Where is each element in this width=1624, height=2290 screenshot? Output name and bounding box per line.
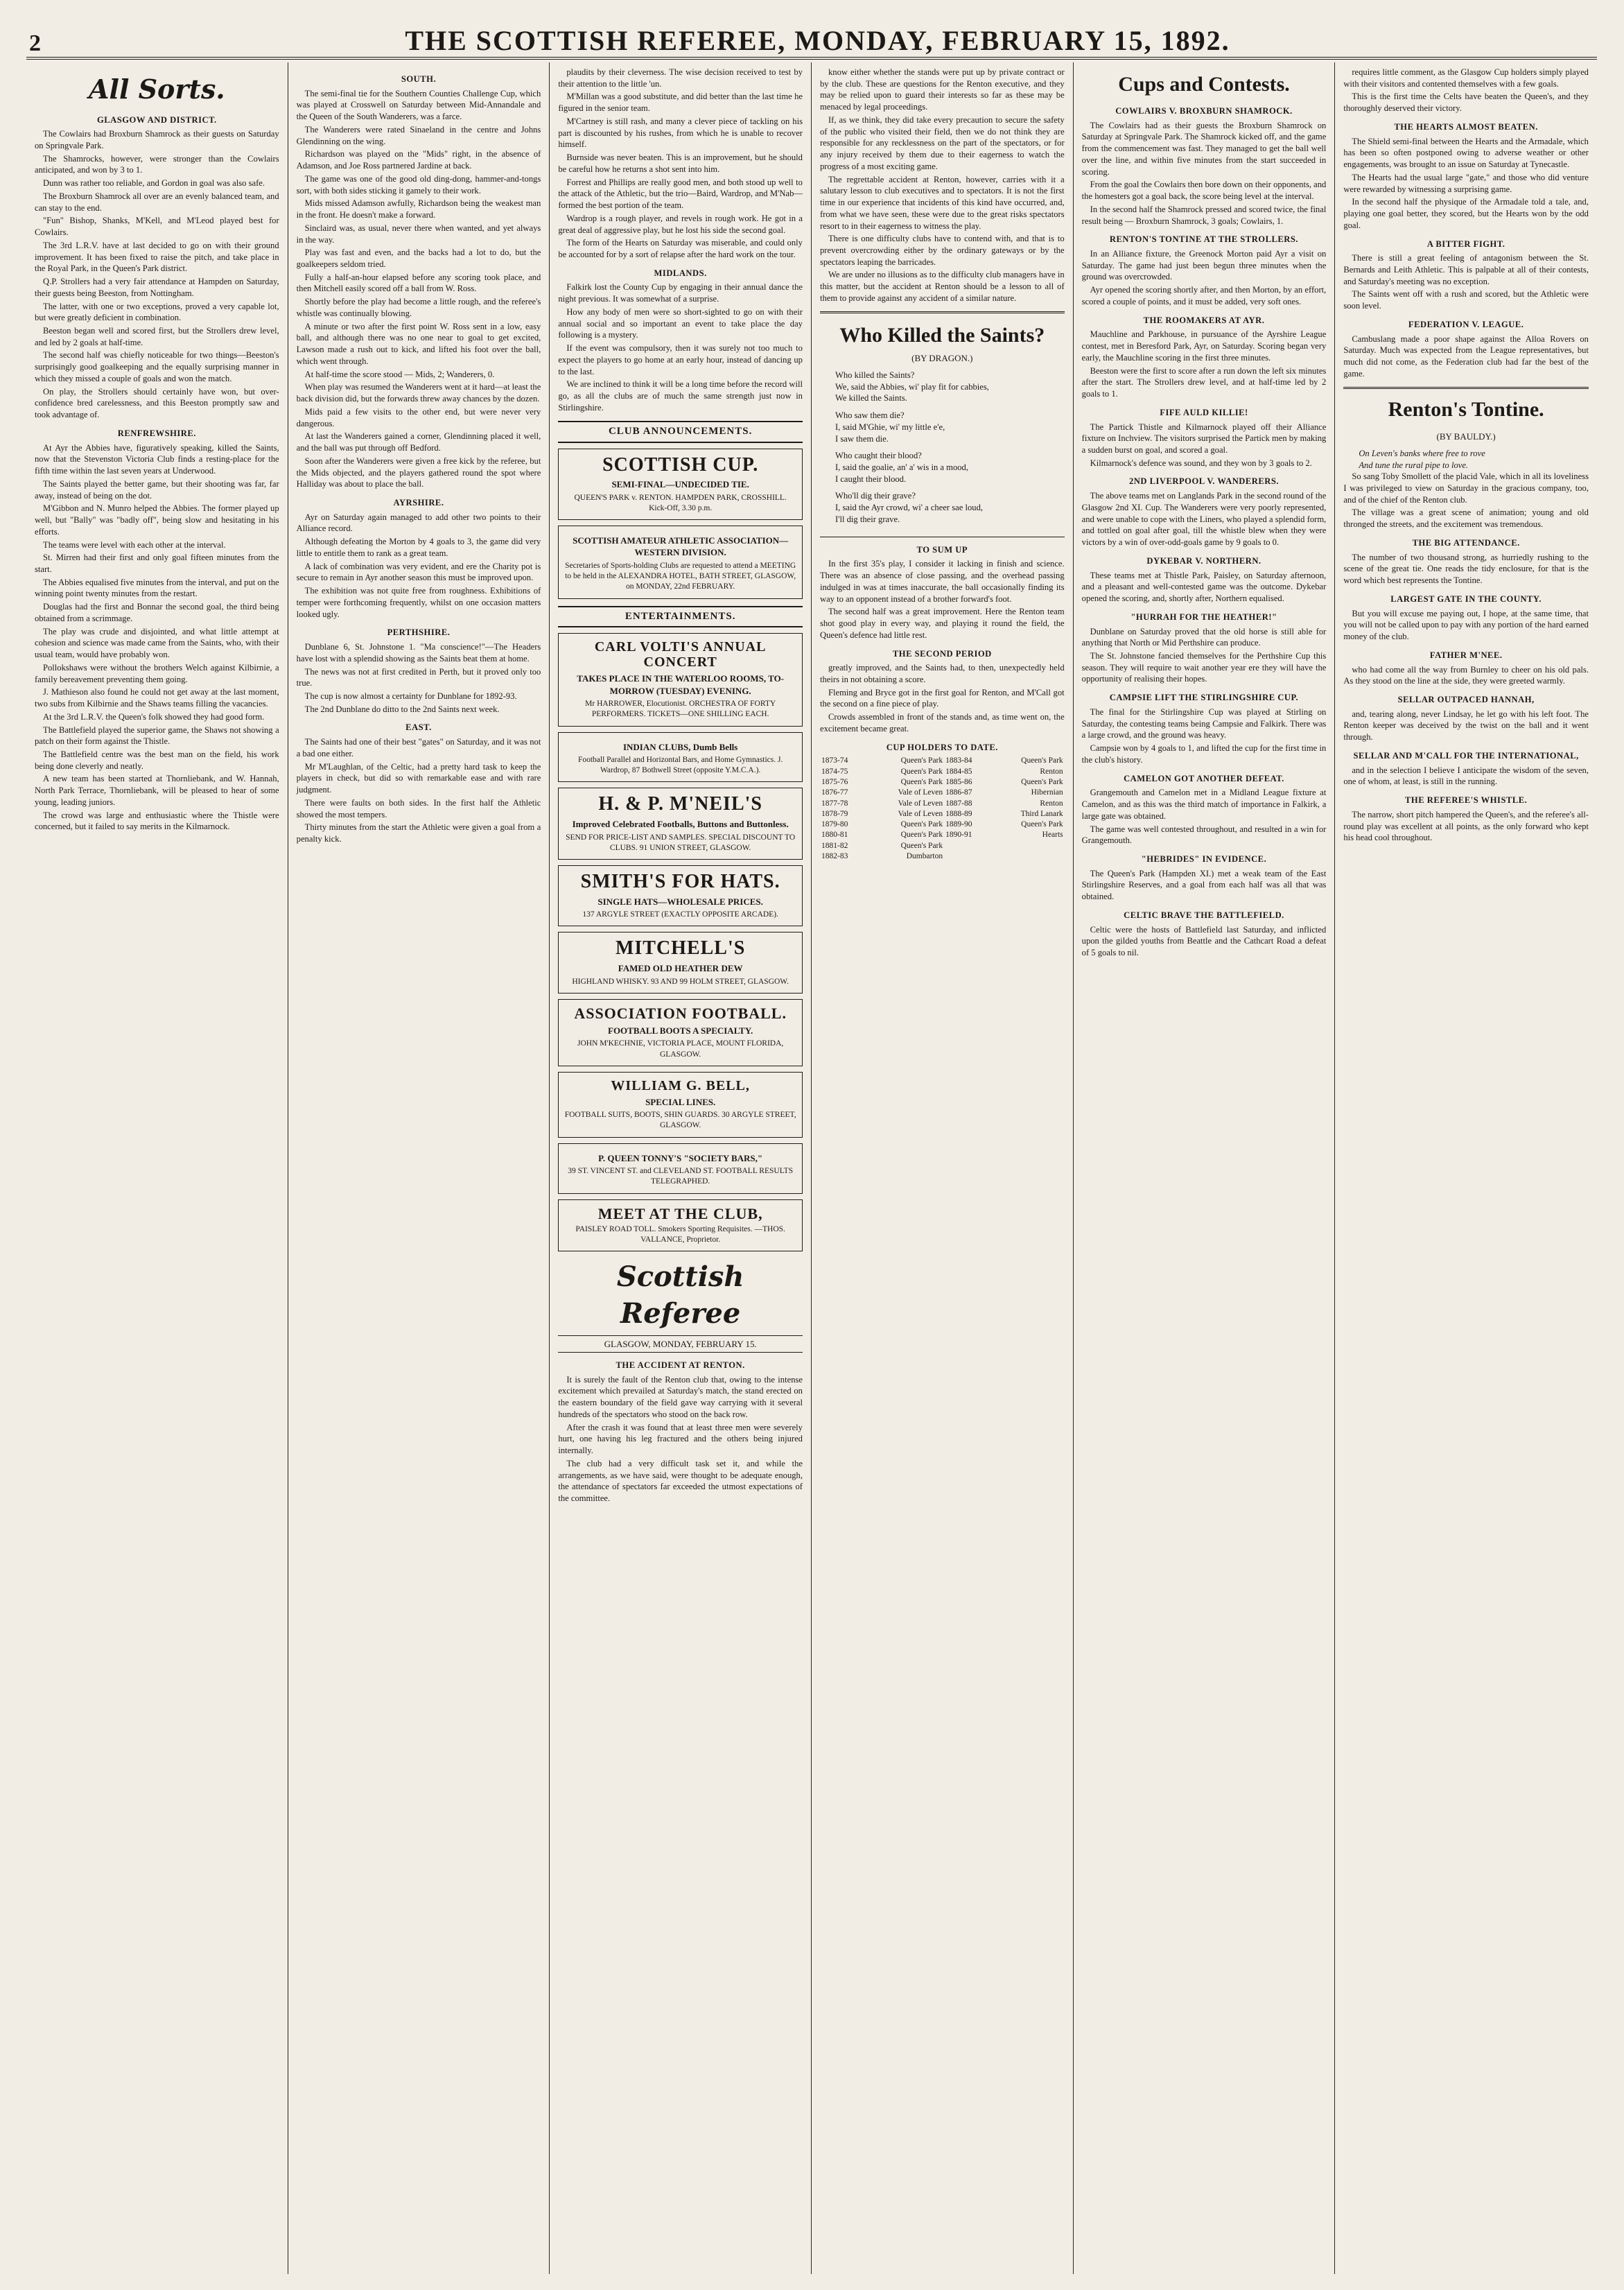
paragraph: The St. Johnstone fancied themselves for the Perthshire Cup this season. They will require to wait another year ere they will have the opportunity of realising their hopes.: [1081, 651, 1327, 684]
section-head: THE ROOMAKERS AT AYR.: [1143, 315, 1265, 325]
paragraph: This is the first time the Celts have beaten the Queen's, and they thoroughly deserved their victory.: [1343, 92, 1589, 114]
paragraph: Thirty minutes from the start the Athletic were given a goal from a penalty kick.: [296, 822, 541, 844]
paragraph: The regrettable accident at Renton, however, carries with it a salutary lesson to club executives and to spectators. It is not the first time in our experience that incidents of this kind have occurred, and, from what we have seen, these were due to the great risks spectators resort to in their eagerness to witness the play.: [819, 174, 1065, 231]
paragraph: In the first 35's play, I consider it lacking in finish and science. There was an absence of close passing, and the overhead passing indulged in was at times inaccurate, the ball occasionally finding its way to an opponent instead of a brother forward's foot.: [819, 559, 1065, 604]
paragraph: Kilmarnock's defence was sound, and they won by 3 goals to 2.: [1090, 458, 1312, 468]
table-row: [820, 819, 1065, 830]
paragraph: So sang Toby Smollett of the placid Vale, which in all its loveliness I was privileged to view on Saturday in the gracious company, too, and of the chief of the Renton club.: [1343, 471, 1589, 505]
paragraph: The Partick Thistle and Kilmarnock played off their Alliance fixture on Inchview. The visitors surprised the Partick men by making a sudden burst on goal, and scored a goal.: [1081, 422, 1327, 455]
table-cell: 1881-82: [821, 841, 848, 850]
table-cell: [944, 851, 991, 862]
article-body: [1082, 626, 1327, 686]
poem-line: We killed the Saints.: [835, 393, 907, 404]
paragraph: If, as we think, they did take every precaution to secure the safety of the public who visited their field, then we do not think they are responsible for any recklessness on the part of the spectators, or for any injury received by them due to their eagerness to watch the progress of a most exciting game.: [819, 114, 1065, 171]
article-body: [1082, 868, 1327, 903]
section-head: FATHER M'NEE.: [1429, 650, 1503, 660]
table-row: [820, 799, 1065, 809]
section-head: MIDLANDS.: [654, 268, 707, 278]
table-cell: Dumbarton: [906, 851, 943, 860]
verse-quote: [1343, 448, 1589, 471]
advert-mitchells-whisky: MITCHELL'S FAMED OLD HEATHER DEW HIGHLAND WHISKY. 93 AND 99 HOLM STREET, GLASGOW.: [558, 932, 803, 993]
paragraph: The club had a very difficult task set it, and while the arrangements, as we have said, were thought to be adequate enough, the attendance of spectators far exceeded the utmost expectations of the committee.: [558, 1458, 803, 1504]
paragraph: A minute or two after the first point W. Ross sent in a low, easy ball, and although there was no one near to goal to get excited, Lawson made a rush out to kick, and lifted his foot over the ball, which went through.: [296, 321, 541, 366]
poem-line: We, said the Abbies, wi' play fit for cabbies,: [835, 381, 989, 392]
column-3: [550, 62, 812, 2274]
paragraph: Mids paid a few visits to the other end, but were never very dangerous.: [296, 406, 541, 428]
paragraph: The Cowlairs had as their guests the Broxburn Shamrock on Saturday at Springvale Park. The Shamrock kicked off, and the game from the commencement was fast. They managed to get the ball well over the line, and within five minutes from the start succeeded in scoring.: [1081, 120, 1327, 177]
table-row: [820, 809, 1065, 819]
paragraph: and in the selection I believe I anticipate the wisdom of the seven, one of whom, at least, is still in the running.: [1343, 765, 1589, 787]
table-row: [820, 767, 1065, 777]
paragraph: The final for the Stirlingshire Cup was played at Stirling on Saturday, the contesting teams being Campsie and Falkirk. There was a large crowd, and the ground was heavy.: [1081, 706, 1327, 740]
rentons-tontine-heading: Renton's Tontine.: [1388, 397, 1544, 421]
paragraph: The form of the Hearts on Saturday was miserable, and could only be accounted for by a sort of relapse after the hard work on the tour.: [558, 238, 803, 260]
paragraph: At the 3rd L.R.V. the Queen's folk showed they had good form.: [43, 711, 265, 722]
paragraph: The Wanderers were rated Sinaeland in the centre and Johns Glendinning on the wing.: [296, 124, 541, 146]
paragraph: Fleming and Bryce got in the first goal for Renton, and M'Call got the second on a fine piece of play.: [819, 687, 1065, 709]
section-head: THE SECOND PERIOD: [892, 648, 992, 659]
paragraph: The crowd was large and enthusiastic where the Thistle were concerned, but it failed to say merits in the Kilmarnock.: [35, 810, 279, 832]
paragraph: After the crash it was found that at least three men were severely hurt, one having his leg fractured and the others being injured internally.: [558, 1422, 803, 1456]
table-cell: 1874-75: [821, 767, 848, 776]
divider: [820, 311, 1065, 313]
newspaper-title: THE SCOTTISH REFEREE, MONDAY, FEBRUARY 15, 1892.: [405, 25, 1230, 56]
paragraph: There were faults on both sides. In the first half the Athletic showed the most tempers.: [296, 797, 541, 819]
section-head: "HEBRIDES" IN EVIDENCE.: [1141, 854, 1267, 865]
paragraph: Fully a half-an-hour elapsed before any scoring took place, and then Mitchell easily scored off a ball from W. Ross.: [296, 272, 541, 294]
table-cell: [992, 841, 1065, 851]
article-body: [1343, 809, 1589, 844]
section-head: FEDERATION V. LEAGUE.: [1408, 319, 1524, 329]
table-cell: 1884-85: [945, 767, 972, 776]
paragraph: "Fun" Bishop, Shanks, M'Kell, and M'Leod played best for Cowlairs.: [35, 216, 279, 238]
table-cell: Queen's Park: [1021, 777, 1063, 786]
article-body: [1343, 664, 1589, 687]
paragraph: requires little comment, as the Glasgow Cup holders simply played with their visitors and contented themselves with a few goals.: [1343, 67, 1589, 89]
table-cell: Queen's Park: [1021, 820, 1063, 829]
paragraph: The number of two thousand strong, as hurriedly rushing to the scene of the great tie. One reads the tidy enclosure, for that is the word which best represents the Tontine.: [1343, 552, 1589, 586]
article-body: [297, 641, 541, 715]
table-cell: Vale of Leven: [898, 809, 943, 818]
paragraph: When play was resumed the Wanderers went at it hard—at least the back division did, but the forwards threw away chances by the dozen.: [296, 382, 541, 404]
paragraph: Play was fast and even, and the backs had a lot to do, but the goalkeepers seldom tried.: [296, 248, 541, 270]
paragraph: Douglas had the first and Bonnar the second goal, the third being obtained from a scrimmage.: [35, 602, 279, 623]
paragraph: From the goal the Cowlairs then bore down on their opponents, and the homesters got a goal back, the score being level at the interval.: [1081, 180, 1327, 202]
paragraph: J. Mathieson also found he could not get away at the last moment, two subs from Kilbirnie and the Shaws teams filling the vacancies.: [35, 687, 279, 709]
section-head: THE HEARTS ALMOST BEATEN.: [1394, 121, 1538, 132]
column-5: [1074, 62, 1336, 2274]
article-body: [1343, 471, 1589, 530]
section-head: RENTON'S TONTINE AT THE STROLLERS.: [1109, 234, 1299, 245]
table-row: [820, 756, 1065, 766]
article-body: [820, 662, 1065, 734]
poem-line: I, said the Ayr crowd, wi' a cheer sae loud,: [835, 503, 984, 513]
paragraph: The Shield semi-final between the Hearts and the Armadale, which has been so often postponed owing to adverse weather or other engagements, was brought to an issue on Saturday at Tynecastle.: [1343, 136, 1589, 170]
section-head: RENFREWSHIRE.: [117, 428, 196, 438]
table-row: [820, 841, 1065, 851]
section-head: 2ND LIVERPOOL V. WANDERERS.: [1128, 476, 1280, 487]
article-body: [820, 67, 1065, 304]
table-cell: 1877-78: [821, 799, 848, 808]
section-head: GLASGOW AND DISTRICT.: [96, 114, 217, 125]
paragraph: The second half was chiefly noticeable for two things—Beeston's surprisingly good goalkeeping and the equally surprising manner in which they missed a couple of goals and won the match.: [35, 350, 279, 383]
table-cell: 1889-90: [945, 820, 972, 829]
paragraph: A new team has been started at Thornliebank, and W. Hannah, North Park Terrace, Thornliebank, will be pleased to hear of some young, leading juniors.: [35, 774, 279, 807]
article-body: [1343, 765, 1589, 788]
advert-scottish-cup: SCOTTISH CUP. SEMI-FINAL—UNDECIDED TIE. QUEEN'S PARK v. RENTON. HAMPDEN PARK, CROSSHILL. Kick-Off, 3.30 p.m.: [558, 449, 803, 521]
article-body: [35, 128, 279, 421]
article-body: [297, 736, 541, 845]
paragraph: The exhibition was not quite free from roughness. Exhibitions of temper were forthcoming frequently, whilst on one occasion matters looked ugly.: [296, 586, 541, 619]
paragraph: The semi-final tie for the Southern Counties Challenge Cup, which was played at Crosswell on Saturday between Mid-Annandale and the Queen of the South Wanderers, was a farce.: [296, 88, 541, 122]
paragraph: The Broxburn Shamrock all over are an evenly balanced team, and can stay to the end.: [35, 191, 279, 213]
article-body: [1343, 608, 1589, 643]
table-row: [820, 788, 1065, 798]
advert-society-bars: P. QUEEN TONNY'S "SOCIETY BARS," 39 ST. VINCENT ST. and CLEVELAND ST. FOOTBALL RESULTS TELEGRAPHED.: [558, 1143, 803, 1194]
paragraph: Shortly before the play had become a little rough, and the referee's whistle was continually blowing.: [296, 297, 541, 318]
section-head: CAMELON GOT ANOTHER DEFEAT.: [1124, 773, 1284, 783]
paragraph: Grangemouth and Camelon met in a Midland League fixture at Camelon, and as this was the third match of importance in Falkirk, a large gate was obtained.: [1081, 788, 1327, 821]
table-cell: Vale of Leven: [898, 788, 943, 797]
table-row: [820, 777, 1065, 788]
paragraph: The play was crude and disjointed, and what little attempt at cohesion and science was made came from the Saints, who, with their usual team, would have probably won.: [35, 626, 279, 660]
poem-title: Who Killed the Saints?: [839, 323, 1045, 347]
paragraph: In an Alliance fixture, the Greenock Morton paid Ayr a visit on Saturday. The game had just been begun three minutes when the ground was overcrowded.: [1081, 248, 1327, 282]
paragraph: The cup is now almost a certainty for Dunblane for 1892-93.: [304, 691, 517, 701]
section-head: THE REFEREE'S WHISTLE.: [1405, 795, 1528, 806]
paragraph: The Saints had one of their best "gates" on Saturday, and it was not a bad one either.: [296, 737, 541, 758]
article-body: [1082, 422, 1327, 469]
article-body: [558, 1374, 803, 1504]
table-cell: Third Lanark: [1020, 809, 1063, 818]
editorial-dateline: GLASGOW, MONDAY, FEBRUARY 15.: [558, 1335, 803, 1353]
section-head: THE ACCIDENT AT RENTON.: [615, 1360, 745, 1370]
paragraph: Dunblane 6, St. Johnstone 1. "Ma conscience!"—The Headers have lost with a splendid showing as the Saints beat them at home.: [296, 642, 541, 663]
section-head: SELLAR AND M'CALL FOR THE INTERNATIONAL,: [1353, 750, 1579, 761]
section-head: AYRSHIRE.: [393, 497, 444, 508]
article-body: [1343, 552, 1589, 587]
paragraph: There is one difficulty clubs have to contend with, and that is to prevent overcrowding either by the ordinary gateways or by the spectators leaping the barricades.: [819, 234, 1065, 267]
advert-mneils: H. & P. M'NEIL'S Improved Celebrated Footballs, Buttons and Buttonless. SEND FOR PRICE-LIST AND SAMPLES. SPECIAL DISCOUNT TO CLUBS. 91 UNION STREET, GLASGOW.: [558, 788, 803, 860]
table-cell: 1882-83: [821, 851, 848, 860]
paragraph: Cambuslang made a poor shape against the Alloa Rovers on Saturday. Much was expected from the League representatives, but much did not come, as the Federation club had far the best of the game.: [1343, 333, 1589, 379]
table-cell: Queen's Park: [900, 777, 943, 786]
paragraph: Forrest and Phillips are really good men, and both stood up well to the attack of the Athletic, but the trio—Baird, Wardrop, and M'Nab—formed the best portion of the team.: [558, 177, 803, 211]
paragraph: Campsie won by 4 goals to 1, and lifted the cup for the first time in the club's history.: [1081, 743, 1327, 765]
advert-indian-clubs: INDIAN CLUBS, Dumb Bells Football Parallel and Horizontal Bars, and Home Gymnastics. J. Wardrop, 87 Bothwell Street (opposite Y.M.C.A.).: [558, 732, 803, 783]
table-cell: Renton: [1040, 799, 1063, 808]
paragraph: Ayr opened the scoring shortly after, and then Morton, by an effort, scored a couple of points, and it must be added, very soft ones.: [1081, 285, 1327, 306]
paragraph: The Abbies equalised five minutes from the interval, and put on the winning point twenty minutes from the restart.: [35, 577, 279, 599]
paragraph: In the second half the physique of the Armadale told a tale, and, playing one goal better, they scored, but the Hearts won by the odd goal.: [1343, 197, 1589, 230]
paragraph: and, tearing along, never Lindsay, he let go with his left foot. The Renton keeper was deceived by the twist on the ball and it went through.: [1343, 709, 1589, 743]
table-cell: 1875-76: [821, 777, 848, 786]
paragraph: The narrow, short pitch hampered the Queen's, and the referee's all-round play was excellent at all points, as the only forward who kept his head cool throughout.: [1343, 809, 1589, 843]
table-row: [820, 830, 1065, 840]
paragraph: Although defeating the Morton by 4 goals to 3, the game did very little to entitle them to rank as a great team.: [296, 537, 541, 558]
column-6: [1335, 62, 1597, 2274]
table-cell: 1888-89: [945, 809, 972, 818]
table-cell: Queen's Park: [900, 767, 943, 776]
masthead: [26, 14, 1597, 60]
article-body: [1343, 67, 1589, 114]
paragraph: The game was well contested throughout, and resulted in a win for Grangemouth.: [1081, 824, 1327, 846]
advert-concert: CARL VOLTI'S ANNUAL CONCERT TAKES PLACE IN THE WATERLOO ROOMS, TO-MORROW (TUESDAY) EVENING. Mr HARROWER, Elocutionist. ORCHESTRA OF FORTY PERFORMERS. TICKETS—ONE SHILLING EACH.: [558, 633, 803, 726]
poem-line: I'll dig their grave.: [835, 514, 900, 524]
paragraph: Beeston began well and scored first, but the Strollers drew level, and led by 2 goals at half-time.: [35, 326, 279, 347]
section-head: CELTIC BRAVE THE BATTLEFIELD.: [1124, 910, 1284, 920]
paragraph: St. Mirren had their first and only goal fifteen minutes from the start.: [35, 553, 279, 574]
article-body: [1082, 329, 1327, 399]
paragraph: The Shamrocks, however, were stronger than the Cowlairs anticipated, and won by 3 to 1.: [35, 153, 279, 175]
table-cell: Queen's Park: [900, 756, 943, 765]
advert-athletic-association: SCOTTISH AMATEUR ATHLETIC ASSOCIATION—WESTERN DIVISION. Secretaries of Sports-holding Clubs are requested to attend a MEETING to be held in the ALEXANDRA HOTEL, BATH STREET, GLASGOW, on MONDAY, 22nd FEBRUARY.: [558, 526, 803, 598]
club-announcements-head: CLUB ANNOUNCEMENTS.: [558, 421, 803, 443]
article-body: [1343, 136, 1589, 232]
cup-holders-head: CUP HOLDERS TO DATE.: [886, 742, 998, 752]
paragraph: Richardson was played on the "Mids" right, in the absence of Adamson, and Joe Ross partnered Jardine at back.: [296, 149, 541, 171]
article-body: [297, 88, 541, 490]
article-body: [1082, 570, 1327, 605]
table-cell: Queen's Park: [900, 831, 943, 840]
paragraph: How any body of men were so short-sighted to go on with their annual social and so important an event to take place the day following is a mystery.: [558, 306, 803, 340]
paragraph: The game was one of the good old ding-dong, hammer-and-tongs sort, with both sides sticking it gamely to their work.: [296, 173, 541, 196]
paragraph: Crowds assembled in front of the stands and, as time went on, the excitement became great.: [819, 712, 1065, 734]
scottish-referee-masthead: Scottish Referee: [616, 1260, 744, 1330]
paragraph: Soon after the Wanderers were given a free kick by the referee, but the Mids objected, and the players gathered round the spot where Halliday was about to place the ball.: [296, 456, 541, 489]
paragraph: The 2nd Dunblane do ditto to the 2nd Saints next week.: [304, 704, 500, 714]
table-cell: Vale of Leven: [898, 799, 943, 808]
paragraph: The above teams met on Langlands Park in the second round of the Glasgow 2nd XI. Cup. The Wanderers were very poorly represented, and were unable to cope with the Liners, who played a splendid form, and tottled on goal after goal, till the whistle blew when they were victors by a win of over-odd-goals game by 9 goals to 0.: [1081, 491, 1327, 548]
section-head: SOUTH.: [401, 74, 437, 84]
verse-line: On Leven's banks where free to rove: [1359, 448, 1485, 458]
paragraph: who had come all the way from Burnley to cheer on his old pals. As they stood on the line at the side, they were greeted warmly.: [1343, 664, 1589, 686]
table-cell: 1886-87: [945, 788, 972, 797]
section-head: COWLAIRS V. BROXBURN SHAMROCK.: [1115, 105, 1293, 116]
table-cell: 1887-88: [945, 799, 972, 808]
paragraph: At half-time the score stood — Mids, 2; Wanderers, 0.: [304, 369, 495, 379]
article-body: [297, 512, 541, 621]
section-head: SELLAR OUTPACED HANNAH,: [1397, 695, 1535, 705]
poem-line: Who killed the Saints?: [835, 370, 915, 380]
article-body: [1343, 709, 1589, 743]
entertainments-head: ENTERTAINMENTS.: [558, 606, 803, 628]
paragraph: Ayr on Saturday again managed to add other two points to their Alliance record.: [296, 512, 541, 534]
paragraph: Dunn was rather too reliable, and Gordon in goal was also safe.: [43, 178, 265, 189]
table-cell: Hearts: [1042, 831, 1063, 840]
paragraph: We are under no illusions as to the difficulty club managers have in this matter, but the accident at Renton should be a lesson to all of them to provide against any accident of a similar nature.: [819, 270, 1065, 303]
paragraph: greatly improved, and the Saints had, to then, unexpectedly held theirs in not obtaining a score.: [819, 663, 1065, 685]
paragraph: The Saints went off with a rush and scored, but the Athletic were soon level.: [1343, 289, 1589, 311]
section-head: TO SUM UP: [916, 544, 968, 555]
poem-line: I caught their blood.: [835, 474, 907, 484]
article-body: [35, 442, 279, 833]
poem-body: [820, 370, 1065, 531]
table-cell: 1876-77: [821, 788, 848, 797]
poem-line: I saw them die.: [835, 433, 889, 444]
newspaper-page: [26, 14, 1597, 2274]
section-head: FIFE AULD KILLIE!: [1160, 407, 1248, 417]
paragraph: Dunblane on Saturday proved that the old horse is still able for anything that North or Mid Perthshire can produce.: [1081, 626, 1327, 648]
paragraph: These teams met at Thistle Park, Paisley, on Saturday afternoon, and a pleasant and well-contested game was the outcome. Dykebar opened the scoring, and, shortly after, Northern equalised.: [1081, 570, 1327, 604]
section-head: CAMPSIE LIFT THE STIRLINGSHIRE CUP.: [1109, 693, 1299, 703]
paragraph: The Battlefield played the superior game, the Shaws not showing a patch on their form against the Thistle.: [35, 725, 279, 747]
paragraph: plaudits by their cleverness. The wise decision received to test by their attention to the little 'un.: [558, 67, 803, 89]
paragraph: The teams were level with each other at the interval.: [43, 539, 226, 550]
table-cell: [992, 851, 1065, 862]
table-cell: 1879-80: [821, 820, 848, 829]
cups-and-contests-heading: Cups and Contests.: [1118, 73, 1290, 96]
section-head: A BITTER FIGHT.: [1426, 238, 1505, 249]
table-cell: 1880-81: [821, 831, 848, 840]
article-body: [1082, 248, 1327, 308]
paragraph: Sinclaird was, as usual, never there when wanted, and yet always in the way.: [296, 223, 541, 245]
paragraph: The Saints played the better game, but their shooting was far, far away, instead of being on the dot.: [35, 478, 279, 501]
paragraph: Celtic were the hosts of Battlefield last Saturday, and inflicted upon the gilded youths from Beattle and the Cathcart Road a defeat of 5 goals to nil.: [1081, 924, 1327, 958]
table-cell: [944, 841, 991, 851]
section-head: LARGEST GATE IN THE COUNTY.: [1390, 593, 1542, 604]
table-cell: 1878-79: [821, 809, 848, 818]
page-number: 2: [29, 31, 41, 56]
paragraph: There is still a great feeling of antagonism between the St. Bernards and Leith Athletic. This is palpable at all of their contests, and Saturday's meeting was no exception.: [1343, 253, 1589, 286]
advert-william-bell: WILLIAM G. BELL, SPECIAL LINES. FOOTBALL SUITS, BOOTS, SHIN GUARDS. 30 ARGYLE STREET, GLASGOW.: [558, 1072, 803, 1138]
paragraph: M'Gibbon and N. Munro helped the Abbies. The former played up well, but "Bally" was "badly off", being slow and hesitating in his efforts.: [35, 503, 279, 537]
paragraph: It is surely the fault of the Renton club that, owing to the intense excitement which prevailed at Saturday's match, the stand erected on the eastern boundary of the field gave way carrying with it several hundreds of the spectators who stood on the back row.: [558, 1374, 803, 1419]
columns: [26, 62, 1597, 2274]
poem-byline: (BY DRAGON.): [911, 352, 973, 363]
paragraph: A lack of combination was very evident, and ere the Charity pot is secure to remain in Ayr another season this must be improved upon.: [296, 561, 541, 583]
paragraph: We are inclined to think it will be a long time before the record will go, as all the clubs are of much the same strength just now in Stirlingshire.: [558, 379, 803, 413]
paragraph: Falkirk lost the County Cup by engaging in their annual dance the night previous. It was somewhat of a surprise.: [558, 282, 803, 304]
divider: [1343, 387, 1589, 389]
paragraph: If the event was compulsory, then it was surely not too much to expect the players to go home at an early hour, instead of dancing up to the last.: [558, 343, 803, 376]
table-row: [820, 851, 1065, 862]
paragraph: In the second half the Shamrock pressed and scored twice, the final result being — Broxburn Shamrock, 3 goals; Cowlairs, 1.: [1081, 204, 1327, 226]
byline: (BY BAULDY.): [1436, 431, 1496, 442]
article-body: [1343, 252, 1589, 312]
all-sorts-heading: All Sorts.: [89, 73, 225, 105]
paragraph: The latter, with one or two exceptions, proved a very capable lot, but were greatly deficient in combination.: [35, 301, 279, 323]
paragraph: The news was not at first credited in Perth, but it proved only too true.: [296, 666, 541, 688]
table-cell: Queen's Park: [900, 841, 943, 850]
paragraph: M'Millan was a good substitute, and did better than the last time he figured in the senior team.: [558, 92, 803, 114]
poem-line: Who'll dig their grave?: [835, 491, 916, 501]
paragraph: Mr M'Laughlan, of the Celtic, had a pretty hard task to keep the players in check, but did so with remarkable ease and with rare judgment.: [296, 761, 541, 795]
paragraph: Beeston were the first to score after a run down the left six minutes after the start. The Strollers drew level, and at half-time led by 2 goals to 1.: [1081, 365, 1327, 399]
paragraph: The Battlefield centre was the best man on the field, his work being done cleverly and neatly.: [35, 749, 279, 771]
column-2: [288, 62, 550, 2274]
article-body: [1082, 706, 1327, 766]
poem-line: I, said the goalie, an' a' wis in a mood,: [835, 462, 968, 472]
paragraph: Pollokshaws were without the brothers Welch against Kilbirnie, a family bereavement preventing them going.: [35, 662, 279, 684]
paragraph: Mauchline and Parkhouse, in pursuance of the Ayrshire League contest, met in Beresford Park, Ayr, on Saturday. Scoring began very early, the Mauchline scoring in the first three minutes.: [1081, 329, 1327, 363]
section-head: "HURRAH FOR THE HEATHER!": [1130, 611, 1277, 622]
paragraph: At Ayr the Abbies have, figuratively speaking, killed the Saints, now that the Stevenston Victoria Club finds a resting-place for the fifth time within the last seven years at Underwood.: [35, 442, 279, 476]
paragraph: The Queen's Park (Hampden XI.) met a weak team of the East Stirlingshire Reserves, and a goal from each half was all that was obtained.: [1081, 868, 1327, 902]
article-body: [1082, 924, 1327, 959]
cup-holders-table: [820, 756, 1065, 862]
section-head: THE BIG ATTENDANCE.: [1412, 537, 1520, 548]
paragraph: On play, the Strollers should certainly have won, but over-confidence bred carelessness, and this Beeston promptly saw and took advantage of.: [35, 386, 279, 420]
advert-meet-at-the-club: MEET AT THE CLUB, PAISLEY ROAD TOLL. Smokers Sporting Requisites. —THOS. VALLANCE, Proprietor.: [558, 1199, 803, 1252]
table-cell: 1890-91: [945, 831, 972, 840]
section-head: DYKEBAR V. NORTHERN.: [1146, 555, 1261, 566]
paragraph: The 3rd L.R.V. have at last decided to go on with their ground improvement. It has been fixed to raise the pitch, and take place in the Royal Park, in the Queen's Park district.: [35, 240, 279, 274]
article-body: [558, 67, 803, 261]
paragraph: Wardrop is a rough player, and revels in rough work. He got in a great deal of aggressive play, but he lost his side the second goal.: [558, 213, 803, 235]
paragraph: But you will excuse me paying out, I hope, at the same time, that you will not be called upon to pay with any portion of the hard earned money of the club.: [1343, 608, 1589, 642]
table-cell: 1873-74: [821, 756, 848, 765]
article-body: [1082, 120, 1327, 227]
paragraph: The Cowlairs had Broxburn Shamrock as their guests on Saturday on Springvale Park.: [35, 129, 279, 150]
column-4: [812, 62, 1074, 2274]
paragraph: The second half was a great improvement. Here the Renton team shot good play in every way, and playing it round the field, the Queen's defence had little rest.: [819, 607, 1065, 640]
paragraph: Mids missed Adamson awfully, Richardson being the weakest man in the front. He doesn't make a forward.: [296, 198, 541, 220]
table-cell: Renton: [1040, 767, 1063, 776]
paragraph: Q.P. Strollers had a very fair attendance at Hampden on Saturday, their guests being Beeston, from Nottingham.: [35, 277, 279, 298]
poem-line: I, said M'Ghie, wi' my little e'e,: [835, 422, 945, 432]
paragraph: M'Cartney is still rash, and many a clever piece of tackling on his part is discounted by his rushes, from which he is unable to recover himself.: [558, 116, 803, 150]
table-cell: 1885-86: [945, 777, 972, 786]
article-body: [1343, 333, 1589, 380]
paragraph: At last the Wanderers gained a corner, Glendinning placed it well, and the ball was put through off Bedford.: [296, 431, 541, 453]
paragraph: The village was a great scene of animation; young and old thronged the streets, and the excitement was tremendous.: [1343, 508, 1589, 530]
section-head: PERTHSHIRE.: [387, 627, 451, 638]
poem-line: Who saw them die?: [835, 410, 905, 421]
advert-association-football: ASSOCIATION FOOTBALL. FOOTBALL BOOTS A SPECIALTY. JOHN M'KECHNIE, VICTORIA PLACE, MOUNT FLORIDA, GLASGOW.: [558, 999, 803, 1066]
paragraph: know either whether the stands were put up by private contract or by the club. These are questions for the Renton executive, and they may be relied upon to guard their interests so far as these may be menaced by legal proceedings.: [819, 67, 1065, 112]
article-body: [1082, 787, 1327, 847]
table-cell: 1883-84: [945, 756, 972, 765]
table-cell: Hibernian: [1031, 788, 1063, 797]
poem-line: Who caught their blood?: [835, 451, 922, 461]
advert-smiths-hats: SMITH'S FOR HATS. SINGLE HATS—WHOLESALE PRICES. 137 ARGYLE STREET (EXACTLY OPPOSITE ARCADE).: [558, 865, 803, 926]
paragraph: The Hearts had the usual large "gate," and those who did venture were rewarded by witnessing a surprising game.: [1343, 172, 1589, 194]
section-head: EAST.: [405, 722, 432, 733]
table-cell: Queen's Park: [1021, 756, 1063, 765]
verse-line: And tune the rural pipe to love.: [1359, 460, 1469, 470]
article-body: [820, 558, 1065, 641]
column-1: [26, 62, 288, 2274]
table-cell: Queen's Park: [900, 820, 943, 829]
article-body: [1082, 490, 1327, 548]
article-body: [558, 281, 803, 413]
paragraph: Burnside was never beaten. This is an improvement, but he should be careful how he returns a shot sent into him.: [558, 153, 803, 174]
